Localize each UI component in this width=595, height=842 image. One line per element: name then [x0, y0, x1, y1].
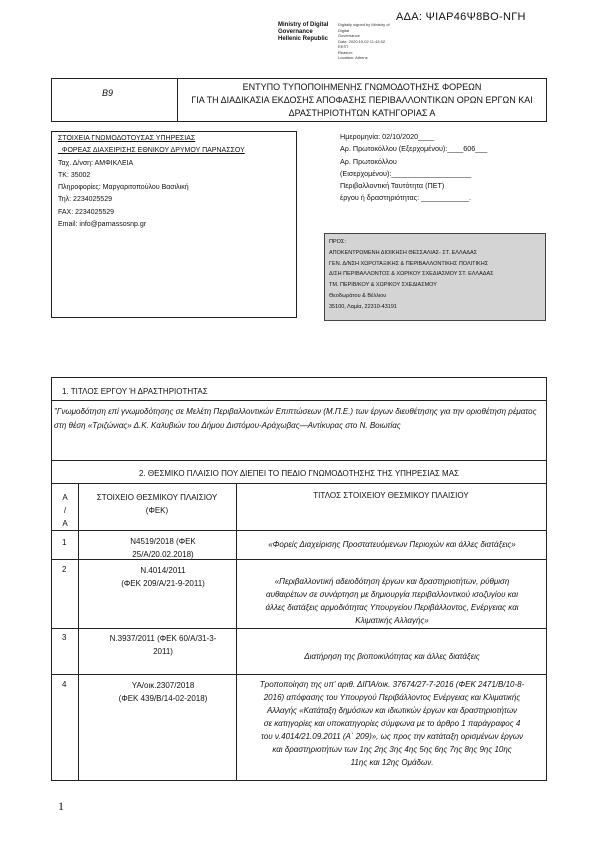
recipient-box [324, 233, 546, 321]
recipient-line: ΤΜ. ΠΕΡΙΒ/ΚΟΥ & ΧΩΡΙΚΟΥ ΣΧΕΔΙΑΣΜΟΥ [329, 282, 437, 289]
column-header-aa [52, 491, 78, 530]
row-fek [88, 632, 238, 658]
incoming-protocol-line: (Εισερχομένου):____________________ [340, 168, 472, 178]
column-divider [78, 483, 79, 780]
column-header-fek-line: (ΦΕΚ) [145, 506, 169, 515]
authority-phone: Τηλ: 2234025529 [58, 196, 112, 204]
row-title-line: άλλες διατάξεις αρμοδιότητας Υπουργείου Περιβάλλοντος, Ενέργειας και [265, 603, 519, 612]
ada-code: ΑΔΑ: ΨΙΑΡ46Ψ8ΒΟ-ΝΓΗ [396, 11, 526, 23]
form-title [178, 81, 546, 120]
section1-text: "Γνωμοδότηση επί γνωμοδότησης σε Μελέτη Περιβαλλοντικών Επιπτώσεων (Μ.Π.Ε.) των έργων διευθέτησης για την οριοθέτηση ρέματος στη θέση «Τριζώνιας» Δ.Κ. Καλυβιών του Δήμου Διστόμου-Αράχωβας—Αντίκυρας στο Ν. Βοιωτίας [54, 407, 537, 430]
table-divider [52, 530, 546, 531]
row-fek-line: 25/Α/20.02.2018) [132, 550, 194, 559]
recipient-line: 35100, Λαμία, 22310-43191 [329, 303, 397, 310]
table-divider [52, 460, 546, 461]
signature-line: Ministry of Digital [278, 22, 329, 28]
row-title-line: αυθαιρέτων σε συνάρτηση με δημιουργία περιβαλλοντικού ισοζυγίου και [266, 590, 518, 599]
row-fek-line: (ΦΕΚ 209/Α/21-9-2011) [121, 579, 205, 588]
row-title-line: Αλλαγής «Κατάταξη δημόσιων και ιδιωτικών έργων και δραστηριοτήτων [266, 706, 518, 715]
authority-name: _ΦΟΡΕΑΣ ΔΙΑΧΕΙΡΙΣΗΣ ΕΘΝΙΚΟΥ ΔΡΥΜΟΥ ΠΑΡΝΑΣΣΟΥ [58, 147, 245, 155]
signature-detail-line: Digitally signed by Ministry of Digital [338, 22, 390, 33]
row-fek-line: ΥΑ/οικ.2307/2018 [131, 681, 195, 690]
authority-postcode: ΤΚ: 35002 [58, 171, 91, 179]
row-title-line: Τροποποίηση της υπ' αριθ. ΔΙΠΑ/οικ. 37674/27-7-2016 (ΦΕΚ 2471/Β/10-8- [259, 680, 525, 689]
environmental-id-label: Περιβαλλοντική Ταυτότητα (ΠΕΤ) [340, 181, 445, 191]
authority-details-box [51, 131, 297, 318]
main-table [51, 377, 547, 781]
row-title [242, 538, 542, 551]
recipient-line: ΓΕΝ. Δ/ΝΣΗ ΧΩΡΟΤΑΞΙΚΗΣ & ΠΕΡΙΒΑΛΛΟΝΤΙΚΗΣ ΠΟΛΙΤΙΚΗΣ [329, 260, 489, 267]
signature-line: Hellenic Republic [278, 36, 329, 42]
date-line: Ημερομηνία: 02/10/2020____ [340, 132, 435, 141]
row-fek [88, 535, 238, 561]
column-header-fek [88, 491, 226, 517]
signature-detail-line: Governance [338, 33, 360, 38]
column-header-aa-part: Α [62, 519, 68, 528]
row-title-line: και δραστηριοτήτων των 1ης 2ης 3ης 4ης 5ης 6ης 7ης 8ης 9ης 10ης [272, 745, 512, 754]
row-title-line: 2016) απόφασης του Υπουργού Περιβάλλοντος Ενέργειας και Κλιματικής [263, 693, 521, 702]
authority-heading: ΣΤΟΙΧΕΙΑ ΓΝΩΜΟΔΟΤΟΥΣΑΣ ΥΠΗΡΕΣΙΑΣ [58, 135, 196, 142]
row-fek [88, 564, 238, 590]
row-fek [88, 679, 238, 705]
row-fek-line: N.3937/2011 (ΦΕΚ 60/Α/31-3- [109, 634, 217, 643]
form-title-line: ΓΙΑ ΤΗ ΔΙΑΔΙΚΑΣΙΑ ΕΚΔΟΣΗΣ ΑΠΟΦΑΣΗΣ ΠΕΡΙΒΑΛΛΟΝΤΙΚΩΝ ΟΡΩΝ ΕΡΓΩΝ ΚΑΙ [191, 95, 533, 105]
protocol-details [340, 131, 487, 205]
section1-heading: 1. ΤΙΤΛΟΣ ΕΡΓΟΥ Ή ΔΡΑΣΤΗΡΙΟΤΗΤΑΣ [62, 387, 208, 396]
row-title-line: «Περιβαλλοντική αδειοδότηση έργων και δραστηριοτήτων, ρύθμιση [274, 577, 510, 586]
signature-signer [278, 22, 330, 43]
form-title-line: ΔΡΑΣΤΗΡΙΟΤΗΤΩΝ ΚΑΤΗΓΟΡΙΑΣ Α [288, 108, 436, 118]
row-title [242, 575, 542, 627]
row-number: 2 [62, 565, 67, 574]
signature-detail-line: Reason: [338, 49, 353, 55]
recipient-line: Δ/ΣΗ ΠΕΡΙΒΑΛΛΟΝΤΟΣ & ΧΩΡΙΚΟΥ ΣΧΕΔΙΑΣΜΟΥ ΣΤ. ΕΛΛΑΔΑΣ [329, 271, 494, 278]
column-header-aa-part: / [63, 506, 67, 515]
row-title-line: Κλιματικής Αλλαγής» [355, 616, 429, 625]
row-title-line: 11ης και 12ης Ομάδων. [350, 758, 434, 767]
signature-detail-line: EEST [338, 44, 349, 49]
row-title [242, 650, 542, 663]
recipient-heading: ΠΡΟΣ: [329, 239, 346, 245]
column-header-title: ΤΙΤΛΟΣ ΣΤΟΙΧΕΙΟΥ ΘΕΣΜΙΚΟΥ ΠΛΑΙΣΙΟΥ [313, 491, 469, 500]
row-fek-line: N.4014/2011 [140, 566, 186, 575]
recipient-line: Θεοδωράτου & Βέλλιου [329, 292, 387, 299]
authority-address: Ταχ. Δ/νση: ΑΜΦΙΚΛΕΙΑ [58, 159, 134, 167]
table-divider [52, 400, 546, 401]
row-title [242, 678, 542, 769]
form-code: Β9 [102, 88, 114, 98]
form-title-line: ΕΝΤΥΠΟ ΤΥΠΟΠΟΙΗΜΕΝΗΣ ΓΝΩΜΟΔΟΤΗΣΗΣ ΦΟΡΕΩΝ [242, 82, 482, 92]
column-header-fek-line: ΣΤΟΙΧΕΙΟ ΘΕΣΜΙΚΟΥ ΠΛΑΙΣΙΟΥ [96, 493, 218, 502]
table-divider [52, 483, 546, 484]
signature-details [338, 22, 394, 61]
row-title-line: σε κατηγορίες και υποκατηγορίες σύμφωνα με το άρθρο 1 παράγραφος 4 [263, 719, 521, 728]
authority-contact-person: Πληροφορίες: Μαργαριτοπούλου Βασιλική [58, 184, 189, 192]
row-fek-line: 2011) [153, 647, 173, 656]
row-title-line: του ν.4014/21.09.2011 (Α΄ 209)», ως προς την κατάταξη ορισμένων έργων [260, 732, 524, 741]
incoming-protocol-label: Αρ. Πρωτοκόλλου [340, 156, 397, 166]
row-number: 3 [62, 633, 67, 642]
row-number: 4 [62, 680, 67, 689]
table-divider [52, 674, 546, 675]
signature-detail-line: Date: 2020.10.02 11:43:52 [338, 38, 386, 44]
authority-fax: FAX: 2234025529 [58, 208, 115, 216]
row-title-line: «Φορείς Διαχείρισης Προστατευόμενων Περιοχών και άλλες διατάξεις» [268, 540, 516, 549]
section2-heading: 2. ΘΕΣΜΙΚΟ ΠΛΑΙΣΙΟ ΠΟΥ ΔΙΕΠΕΙ ΤΟ ΠΕΔΙΟ ΓΝΩΜΟΔΟΤΗΣΗΣ ΤΗΣ ΥΠΗΡΕΣΙΑΣ ΜΑΣ [138, 469, 459, 478]
form-header-box [51, 78, 547, 122]
recipient-line: ΑΠΟΚΕΝΤΡΩΜΕΝΗ ΔΙΟΙΚΗΣΗ ΘΕΣΣΑΛΙΑΣ- ΣΤ. ΕΛΛΑΔΑΣ [329, 249, 478, 256]
signature-detail-line: Location: Athens [338, 55, 368, 60]
signature-line: Governance [278, 29, 313, 35]
authority-email: Email: info@parnassosnp.gr [58, 221, 147, 229]
table-divider [52, 628, 546, 629]
environmental-id-line: έργου ή δραστηριότητας: ____________. [340, 193, 472, 203]
page-number: 1 [58, 799, 64, 813]
outgoing-protocol-line: Αρ. Πρωτοκόλλου (Εξερχομένου):____606___ [340, 144, 488, 154]
row-fek-line: N4519/2018 (ΦΕΚ [130, 537, 196, 546]
row-number: 1 [62, 538, 67, 547]
column-header-aa-part: Α [62, 493, 68, 502]
row-title-line: Διατήρηση της βιοποικιλότητας και άλλες διατάξεις [304, 652, 480, 661]
row-fek-line: (ΦΕΚ 439/Β/14-02-2018) [118, 694, 208, 703]
